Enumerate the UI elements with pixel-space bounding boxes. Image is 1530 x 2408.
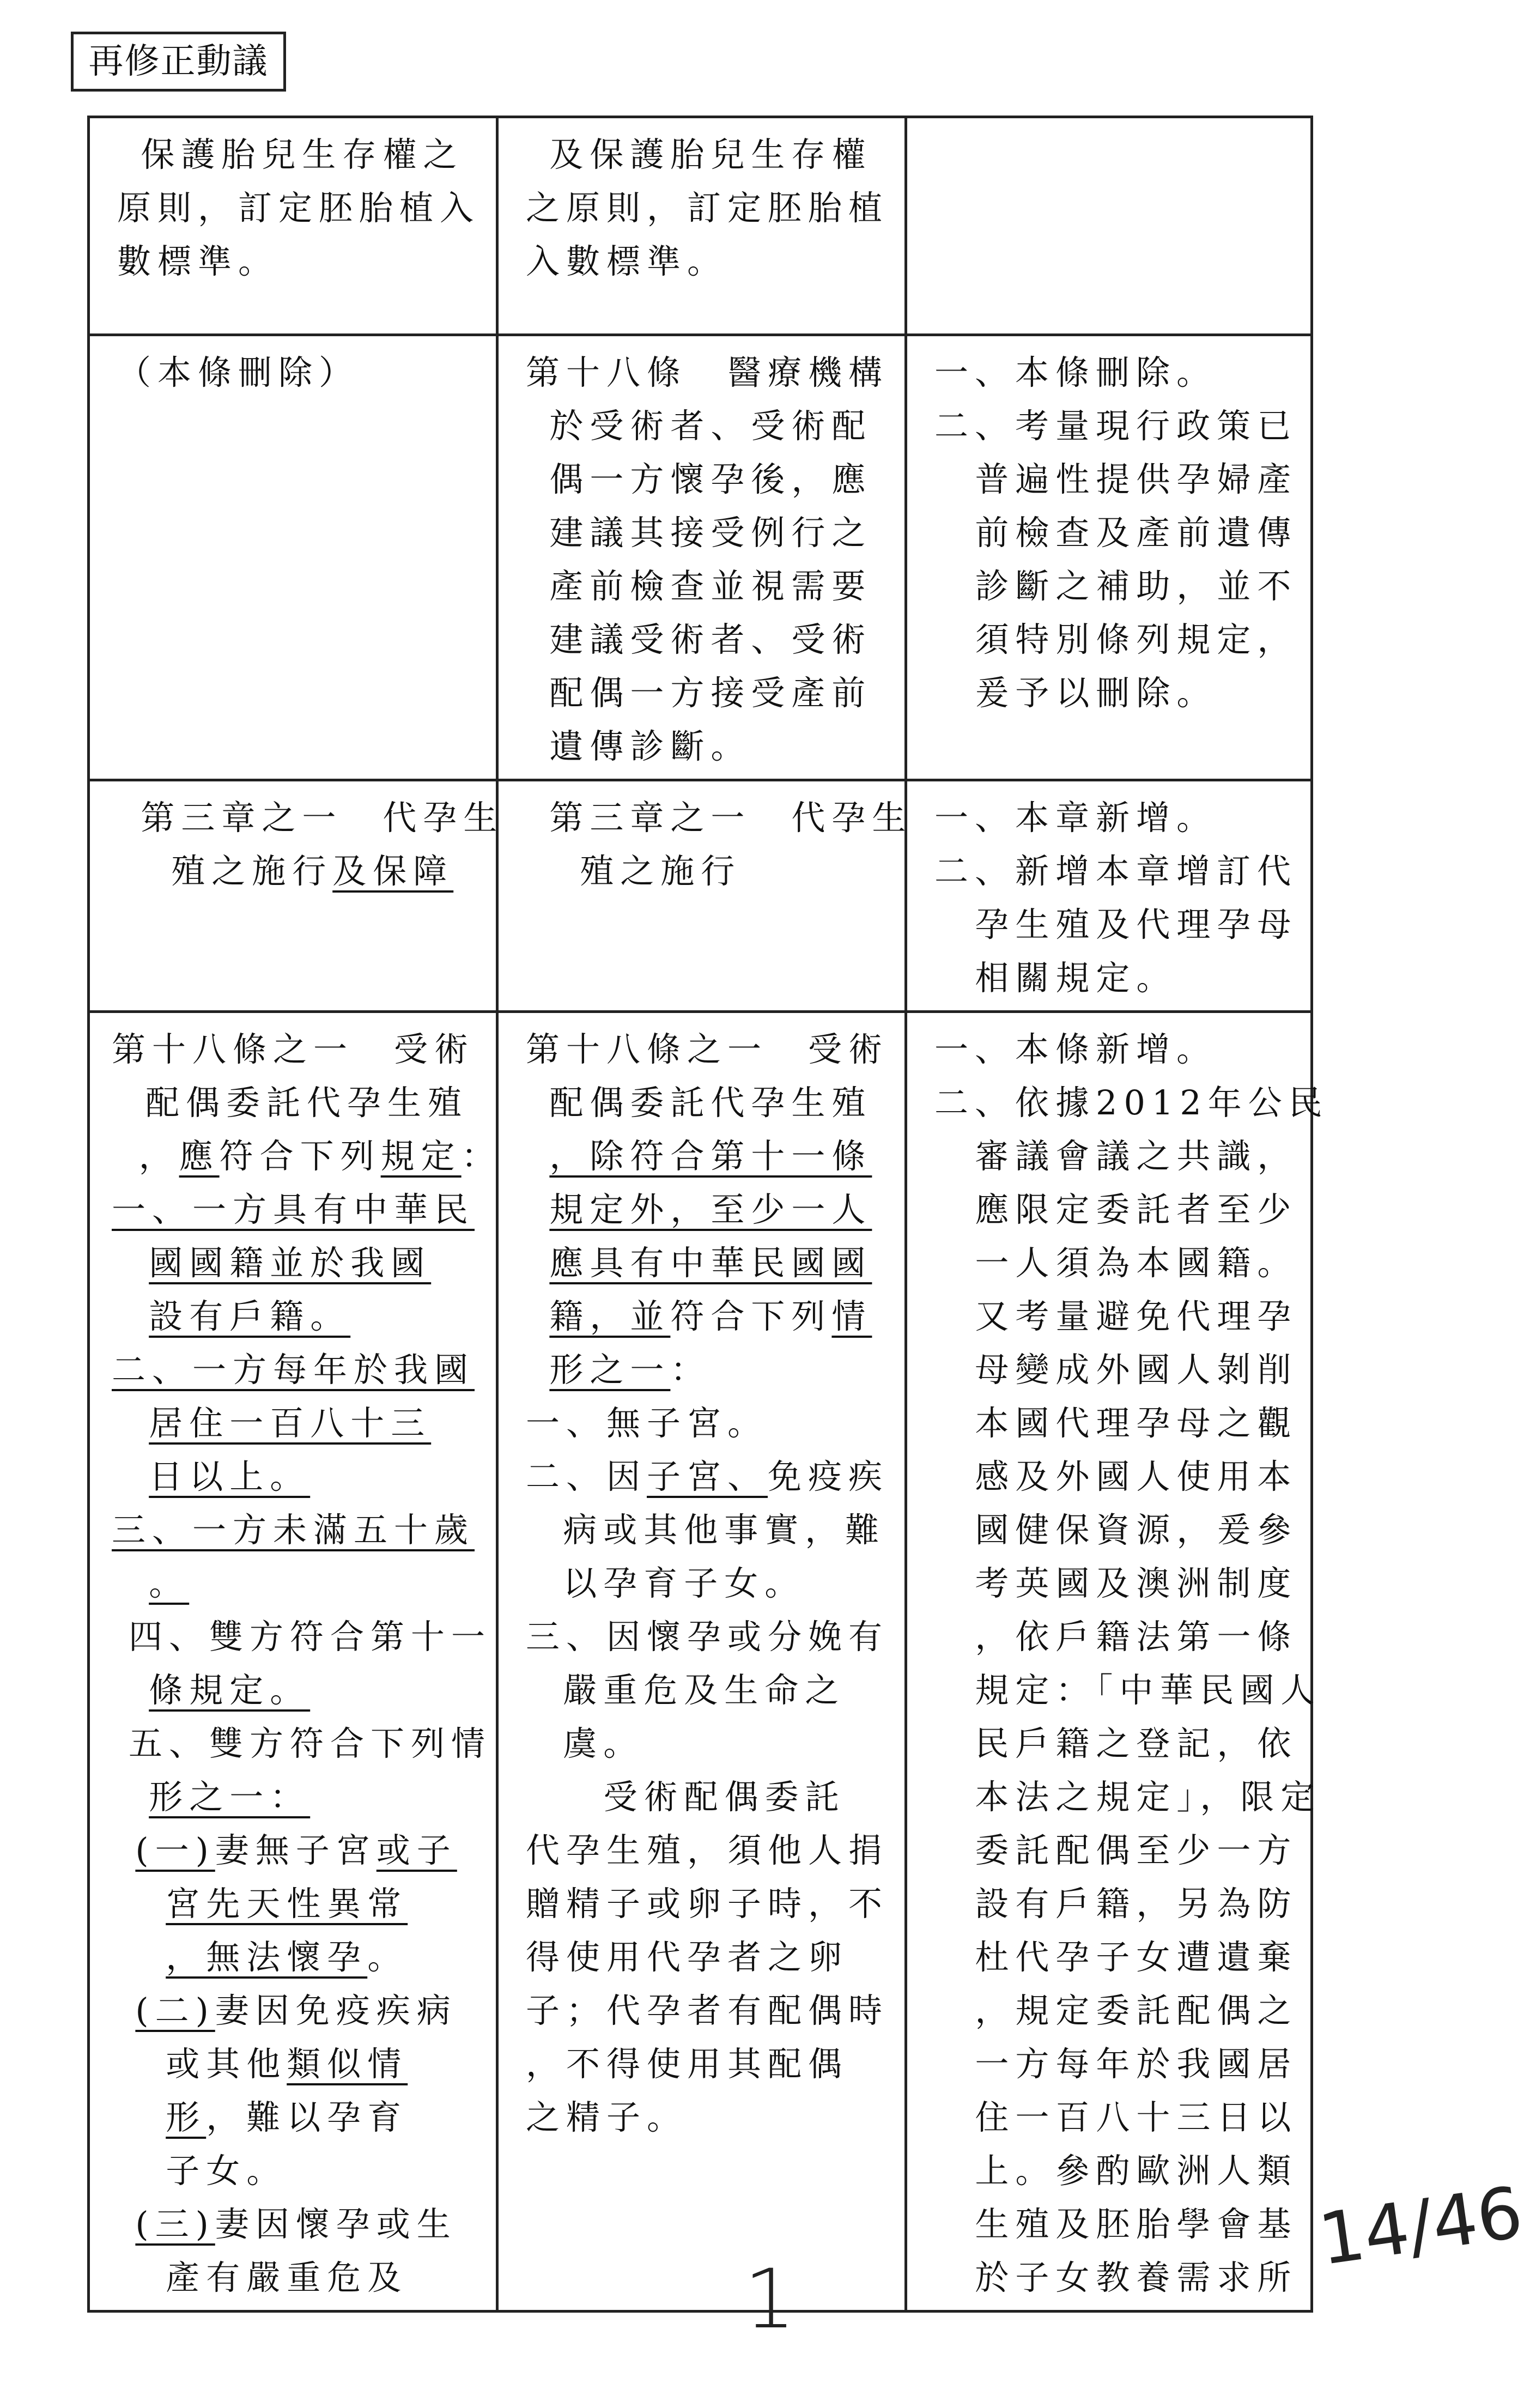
text-run: 。 xyxy=(367,1937,408,1977)
underlined-text: 。 xyxy=(149,1563,190,1603)
cell-line xyxy=(112,1664,474,1717)
underlined-text: 形之一： xyxy=(149,1777,311,1817)
table-row xyxy=(89,117,1312,335)
text-run: 妻因免疫疾病 xyxy=(215,1991,457,2030)
cell-line xyxy=(112,2144,474,2198)
cell-line: 一、本條刪除。 xyxy=(934,353,1217,392)
table-row xyxy=(89,335,1312,780)
cell-line: 之原則，訂定胚胎植 xyxy=(526,188,889,228)
cell-line: 一、本條新增。 xyxy=(934,1029,1217,1069)
cell-line: 又考量避免代理孕 xyxy=(975,1296,1298,1336)
cell-line xyxy=(526,1236,883,1290)
cell-line: 以孕育子女。 xyxy=(563,1563,805,1603)
cell-line: 二、考量現行政策已 xyxy=(934,406,1298,446)
cell-line: 原則，訂定胚胎植入 xyxy=(117,188,481,228)
cell-line: （本條刪除） xyxy=(117,353,360,392)
underlined-text: 或子 xyxy=(376,1830,457,1870)
underlined-text: (三) xyxy=(135,2204,215,2244)
cell-line xyxy=(112,1717,492,1770)
cell-line: 生殖及胚胎學會基 xyxy=(975,2204,1298,2244)
underlined-text: 應具有中華民國國 xyxy=(549,1243,872,1283)
cell-line: 前檢查及產前遺傳 xyxy=(975,513,1298,553)
text-run: 妻因懷孕或生 xyxy=(215,2204,457,2244)
page-number: 1 xyxy=(744,2252,796,2347)
cell-line: 第十八條之一 受術 xyxy=(526,1029,889,1069)
cell-line: 須特別條列規定， xyxy=(975,620,1298,659)
underlined-text: 及保障 xyxy=(332,851,454,891)
cell-line: 第十八條 醫療機構 xyxy=(526,353,889,392)
cell-line: 受術配偶委託 xyxy=(603,1777,846,1817)
text-run: 符合下列 xyxy=(670,1296,832,1336)
cell-line: 杜代孕子女遭遺棄 xyxy=(975,1937,1298,1977)
underlined-text: 類似情 xyxy=(287,2044,408,2084)
table-row xyxy=(89,780,1312,1012)
cell-line: 考英國及澳洲制度 xyxy=(975,1563,1298,1603)
cell-line: 一、一方具有中華民 xyxy=(112,1190,475,1229)
cell-line: 本國代理孕母之觀 xyxy=(975,1403,1298,1443)
underlined-text: 形 xyxy=(166,2097,207,2137)
cell-line: 第三章之一 代孕生 xyxy=(549,798,913,838)
underlined-text: 情 xyxy=(831,1296,872,1336)
table-cell xyxy=(497,1012,906,2312)
cell-line: 於子女教養需求所 xyxy=(975,2258,1298,2297)
underlined-text: (一) xyxy=(135,1830,215,1870)
text-run: 免疫疾 xyxy=(768,1457,889,1496)
cell-line: 贈精子或卵子時，不 xyxy=(526,1884,889,1924)
table-row xyxy=(89,1012,1312,2312)
cell-line: 病或其他事實，難 xyxy=(563,1510,886,1550)
text-run: 產有嚴重危及 xyxy=(166,2258,408,2297)
cell-line: 第十八條之一 受術 xyxy=(112,1029,475,1069)
cell-line: ，規定委託配偶之 xyxy=(975,1991,1298,2030)
underlined-text: 子宮、 xyxy=(647,1457,768,1496)
cell-line: 相關規定。 xyxy=(975,958,1177,998)
underlined-text: 國國籍並於我國 xyxy=(149,1243,432,1283)
cell-line: 上。參酌歐洲人類 xyxy=(975,2151,1298,2191)
cell-line xyxy=(112,1236,474,1290)
cell-line xyxy=(117,845,474,898)
text-run: 五、雙方符合下列情 xyxy=(129,1724,492,1763)
cell-line: 保護胎兒生存權之 xyxy=(141,135,464,174)
cell-line: ，依戶籍法第一條 xyxy=(975,1617,1298,1657)
cell-line: 第三章之一 代孕生 xyxy=(141,798,504,838)
cell-line: 孕生殖及代理孕母 xyxy=(975,905,1298,944)
handwritten-page-mark: 14/46 xyxy=(1314,2170,1528,2282)
table-cell xyxy=(497,117,906,335)
underlined-text: 居住一百八十三 xyxy=(149,1403,432,1443)
table-cell xyxy=(906,335,1312,780)
underlined-text: 籍，並 xyxy=(549,1296,671,1336)
cell-line: 二、依據2012年公民 xyxy=(934,1083,1329,1123)
cell-line xyxy=(112,1450,474,1503)
table-cell xyxy=(497,335,906,780)
underlined-text: ，無法懷孕 xyxy=(166,1937,368,1977)
cell-line: 一人須為本國籍。 xyxy=(975,1243,1298,1283)
table-cell xyxy=(906,1012,1329,2312)
cell-line: 於受術者、受術配 xyxy=(549,406,872,446)
cell-line: 三、一方未滿五十歲 xyxy=(112,1510,475,1550)
cell-line: 審議會議之共識， xyxy=(975,1136,1298,1176)
cell-line: 一方每年於我國居 xyxy=(975,2044,1298,2084)
table-cell xyxy=(89,1012,502,2312)
underlined-text: 形之一 xyxy=(549,1350,671,1390)
cell-line: 殖之施行 xyxy=(580,851,742,891)
cell-line: 建議受術者、受術 xyxy=(549,620,872,659)
cell-line xyxy=(112,2037,474,2091)
table-cell xyxy=(906,780,1312,1012)
cell-line: 代孕生殖，須他人捐 xyxy=(526,1830,889,1870)
underlined-text: 條規定。 xyxy=(149,1670,311,1710)
cell-line xyxy=(112,1610,492,1664)
cell-line: 二、新增本章增訂代 xyxy=(934,851,1298,891)
cell-line: 之精子。 xyxy=(526,2097,688,2137)
cell-line: 感及外國人使用本 xyxy=(975,1457,1298,1496)
cell-line: 得使用代孕者之卵 xyxy=(526,1937,849,1977)
text-run: 四、雙方符合第十一 xyxy=(129,1617,492,1657)
cell-line xyxy=(112,1770,474,1824)
text-run: ， xyxy=(138,1136,179,1176)
text-run: ，難以孕育 xyxy=(206,2097,408,2137)
table-cell xyxy=(89,780,504,1012)
cell-line xyxy=(112,2091,474,2144)
cell-line: 嚴重危及生命之 xyxy=(563,1670,846,1710)
cell-line: 配偶一方接受產前 xyxy=(549,673,872,713)
cell-line: 偶一方懷孕後，應 xyxy=(549,459,872,499)
cell-line: 入數標準。 xyxy=(526,241,728,281)
cell-line: 國健保資源，爰參 xyxy=(975,1510,1298,1550)
cell-line xyxy=(112,1290,474,1343)
cell-line xyxy=(526,1450,889,1503)
cell-line: 規定：「中華民國人 xyxy=(975,1670,1321,1710)
cell-line: 診斷之補助，並不 xyxy=(975,566,1298,606)
cell-line: 爰予以刪除。 xyxy=(975,673,1217,713)
underlined-text: 日以上。 xyxy=(149,1457,311,1496)
cell-line xyxy=(112,2198,474,2251)
cell-line: 本法之規定」，限定 xyxy=(975,1777,1321,1817)
table-cell xyxy=(906,117,1312,335)
cell-line: ，不得使用其配偶 xyxy=(526,2044,849,2084)
text-run: 殖之施行 xyxy=(171,851,333,891)
cell-line: 民戶籍之登記，依 xyxy=(975,1724,1298,1763)
cell-line xyxy=(112,1397,474,1450)
cell-line: 虞。 xyxy=(563,1724,644,1763)
cell-line xyxy=(112,1824,474,1877)
cell-line: 配偶委託代孕生殖 xyxy=(145,1083,469,1123)
cell-line: 一、本章新增。 xyxy=(934,798,1217,838)
cell-line xyxy=(112,1984,474,2037)
cell-line: 數標準。 xyxy=(117,241,279,281)
underlined-text: ，除符合第十一條 xyxy=(549,1136,872,1176)
cell-line: 配偶委託代孕生殖 xyxy=(549,1083,872,1123)
cell-line xyxy=(526,1130,883,1183)
amendment-table xyxy=(87,116,1329,2313)
text-run: 二、因 xyxy=(526,1457,647,1496)
cell-line xyxy=(112,1931,474,1984)
underlined-text: (二) xyxy=(135,1991,215,2030)
underlined-text: 規定 xyxy=(380,1136,462,1176)
cell-line: 住一百八十三日以 xyxy=(975,2097,1298,2137)
cell-line xyxy=(526,1343,883,1397)
underlined-text: 宮先天性異常 xyxy=(166,1884,408,1924)
underlined-text: 規定外，至少一人 xyxy=(549,1190,872,1229)
cell-line: 遺傳診斷。 xyxy=(549,726,751,766)
text-run: ： xyxy=(461,1136,502,1176)
cell-line: 子；代孕者有配偶時 xyxy=(526,1991,889,2030)
cell-line: 應限定委託者至少 xyxy=(975,1190,1298,1229)
cell-line xyxy=(526,1290,883,1343)
cell-line xyxy=(112,1130,502,1183)
cell-line xyxy=(112,1557,474,1610)
text-run: ： xyxy=(670,1350,711,1390)
underlined-text: 應 xyxy=(179,1136,220,1176)
cell-line: 普遍性提供孕婦產 xyxy=(975,459,1298,499)
cell-line: 三、因懷孕或分娩有 xyxy=(526,1617,889,1657)
cell-line: 設有戶籍，另為防 xyxy=(975,1884,1298,1924)
text-run: 或其他 xyxy=(166,2044,287,2084)
underlined-text: 設有戶籍。 xyxy=(149,1296,351,1336)
cell-line: 委託配偶至少一方 xyxy=(975,1830,1298,1870)
table-cell xyxy=(89,335,497,780)
text-run: 符合下列 xyxy=(219,1136,381,1176)
cell-line: 建議其接受例行之 xyxy=(549,513,872,553)
cell-line: 一、無子宮。 xyxy=(526,1403,768,1443)
cell-line: 產前檢查並視需要 xyxy=(549,566,872,606)
cell-line xyxy=(112,1877,474,1931)
table-cell xyxy=(497,780,913,1012)
cell-line: 二、一方每年於我國 xyxy=(112,1350,475,1390)
table-cell xyxy=(89,117,497,335)
cell-line: 及保護胎兒生存權 xyxy=(549,135,872,174)
document-label: 再修正動議 xyxy=(71,32,286,92)
text-run: 妻無子宮 xyxy=(215,1830,377,1870)
cell-line xyxy=(526,1183,883,1236)
text-run: 子女。 xyxy=(166,2151,287,2191)
cell-line xyxy=(112,2251,474,2304)
cell-line: 母變成外國人剝削 xyxy=(975,1350,1298,1390)
